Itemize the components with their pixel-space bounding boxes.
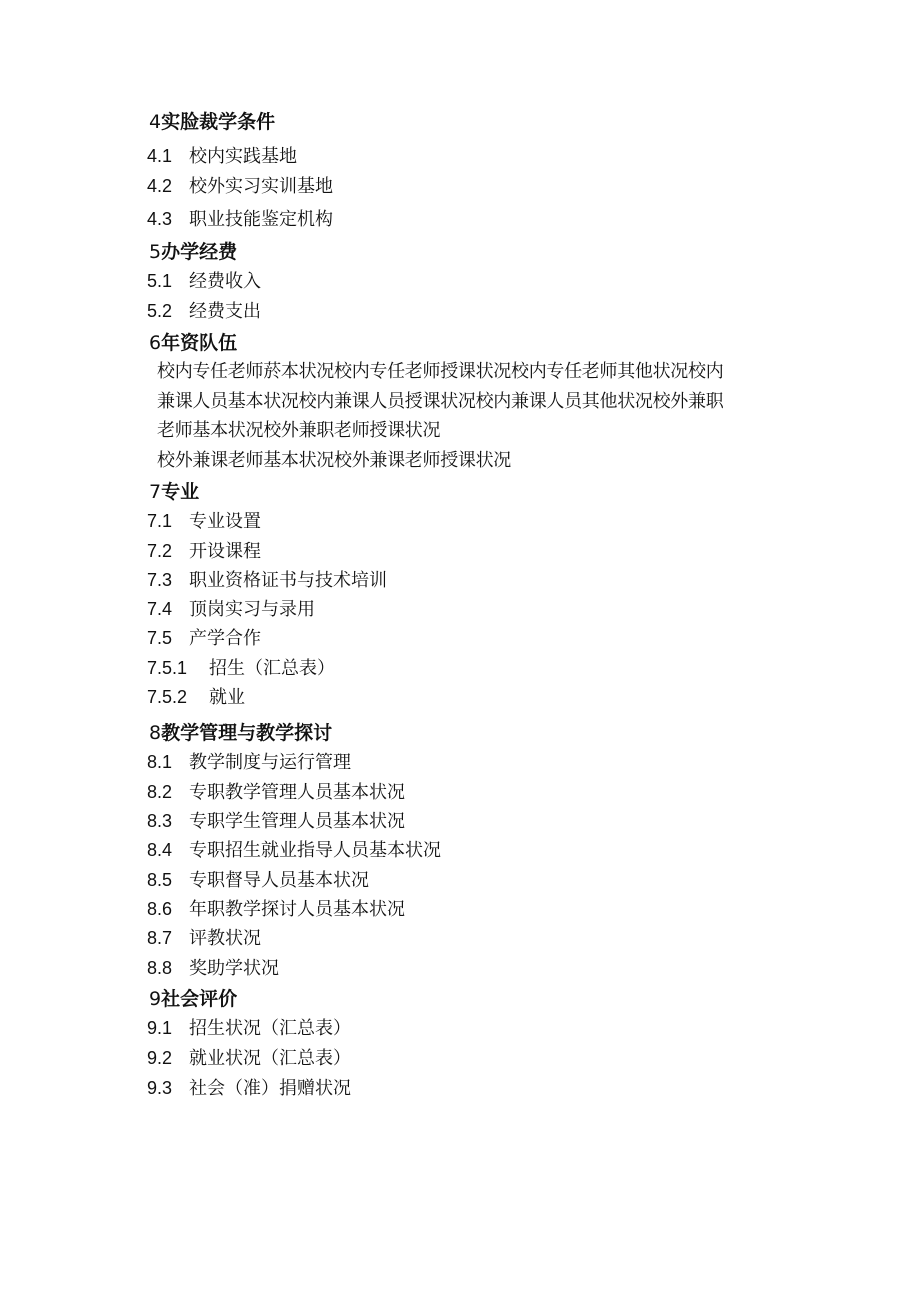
item-text: 职业技能鉴定机构 [189,209,333,230]
toc-item-9-3 [147,1077,351,1100]
item-text: 校外实习实训基地 [189,176,333,197]
item-text: 专职教学管理人员基本状况 [189,782,405,803]
item-text: 专业设置 [189,511,261,532]
item-text: 年职教学探讨人员基本状况 [189,899,405,920]
section-title: 专业 [161,481,200,503]
item-number: 9.3 [147,1078,173,1098]
toc-item-9-1 [147,1017,351,1040]
item-number: 8.4 [147,840,173,860]
toc-item-7-2 [147,540,261,563]
item-text: 开设课程 [189,541,261,562]
item-number: 9.1 [147,1018,173,1038]
section-title: 实脸裁学条件 [161,111,276,133]
item-number: 9.2 [147,1048,173,1068]
toc-item-4-1 [147,145,297,168]
item-number: 8.7 [147,928,173,948]
item-text: 招生状况（汇总表） [189,1018,351,1039]
toc-item-7-5-2 [147,686,245,709]
toc-item-8-4 [147,839,441,862]
section-heading-7 [149,481,199,503]
toc-item-8-2 [147,781,405,804]
item-text: 社会（准）捐赠状况 [189,1078,351,1099]
item-number: 8.1 [147,752,173,772]
item-text: 经费支出 [189,301,261,322]
item-text: 专职学生管理人员基本状况 [189,811,405,832]
item-number: 7.2 [147,541,173,561]
toc-item-8-5 [147,869,369,892]
item-number: 5.2 [147,301,173,321]
item-number: 4.3 [147,209,173,229]
paragraph-line: 校外兼课老师基本状况校外兼课老师授课状况 [157,450,511,471]
section-title: 年资队伍 [161,332,238,354]
paragraph-line: 老师基本状况校外兼职老师授课状况 [157,420,441,441]
section-title: 社会评价 [161,988,238,1010]
item-number: 7.4 [147,599,173,619]
item-number: 8.2 [147,782,173,802]
item-text: 职业资格证书与技术培训 [189,570,387,591]
item-text: 经费收入 [189,271,261,292]
toc-item-8-7 [147,927,261,950]
toc-item-4-2 [147,175,333,198]
paragraph-line: 校内专任老师菸本状况校内专任老师授课状况校内专任老师其他状况校内 [157,361,724,382]
section-heading-6 [149,332,237,354]
section-number: 8 [149,722,162,744]
item-text: 就业状况（汇总表） [189,1048,351,1069]
item-text: 产学合作 [189,628,261,649]
section-title: 办学经费 [161,241,238,263]
section-heading-4 [149,111,275,133]
section-heading-8 [149,722,332,744]
section-number: 9 [149,988,162,1010]
toc-item-7-1 [147,510,261,533]
item-text: 专职督导人员基本状况 [189,870,369,891]
section-number: 4 [149,111,162,133]
toc-item-8-3 [147,810,405,833]
item-number: 8.6 [147,899,173,919]
item-text: 教学制度与运行管理 [189,752,351,773]
section-title: 教学管理与教学探讨 [161,722,333,744]
item-number: 7.5.2 [147,687,188,707]
section-number: 5 [149,241,162,263]
item-number: 4.2 [147,176,173,196]
toc-item-8-6 [147,898,405,921]
item-number: 7.3 [147,570,173,590]
toc-item-7-3 [147,569,387,592]
paragraph-line: 兼课人员基本状况校内兼课人员授课状况校内兼课人员其他状况校外兼职 [157,391,724,412]
toc-item-9-2 [147,1047,351,1070]
item-text: 就业 [209,687,245,708]
item-number: 7.5 [147,628,173,648]
toc-item-5-1 [147,270,261,293]
toc-item-8-8 [147,957,279,980]
item-text: 校内实践基地 [189,146,297,167]
toc-item-7-5 [147,627,261,650]
item-text: 评教状况 [189,928,261,949]
section-number: 7 [149,481,162,503]
section-heading-9 [149,988,237,1010]
item-number: 8.5 [147,870,173,890]
item-text: 奖助学状况 [189,958,279,979]
item-number: 8.3 [147,811,173,831]
item-number: 7.5.1 [147,658,188,678]
item-number: 8.8 [147,958,173,978]
item-text: 招生（汇总表） [209,658,335,679]
toc-item-5-2 [147,300,261,323]
item-number: 4.1 [147,146,173,166]
toc-item-7-4 [147,598,315,621]
item-text: 顶岗实习与录用 [189,599,315,620]
section-heading-5 [149,241,237,263]
item-number: 5.1 [147,271,173,291]
item-text: 专职招生就业指导人员基本状况 [189,840,441,861]
toc-item-8-1 [147,751,351,774]
toc-item-4-3 [147,208,333,231]
item-number: 7.1 [147,511,173,531]
toc-item-7-5-1 [147,657,335,680]
section-number: 6 [149,332,162,354]
